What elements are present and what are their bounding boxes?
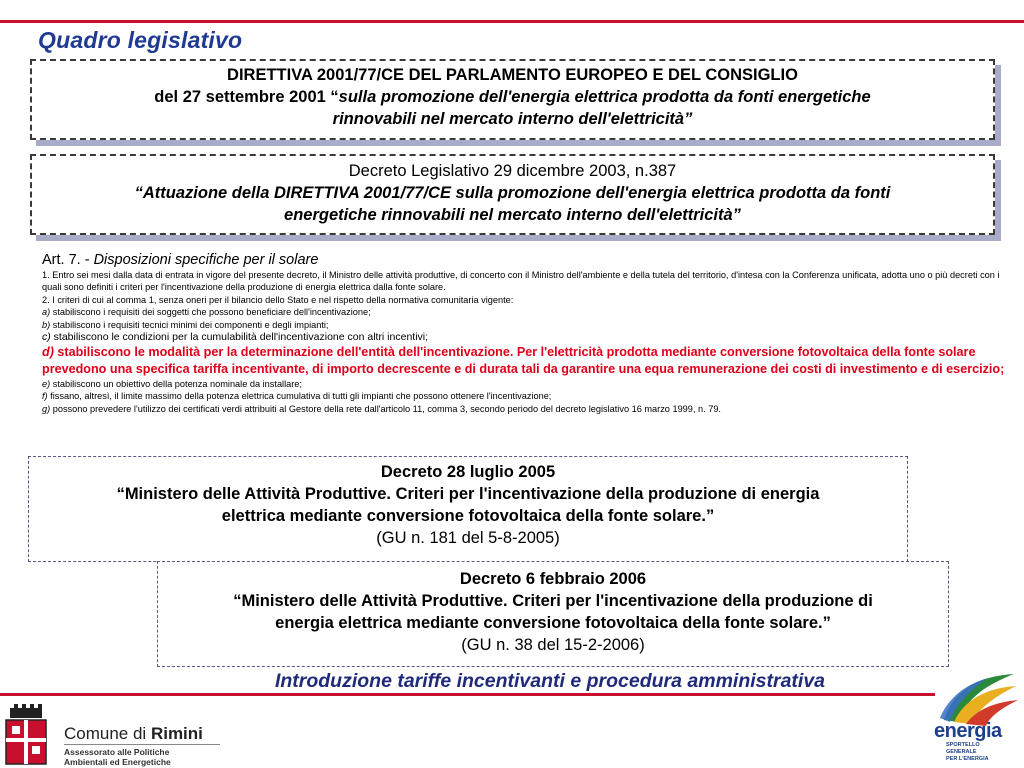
art7-text-block xyxy=(42,251,1017,415)
art7-number: Art. 7. - xyxy=(42,252,94,268)
decreto-febbraio-title: Decreto 6 febbraio 2006 xyxy=(459,570,647,588)
art7-item-g-text: possono prevedere l'utilizzo dei certificati verdi attribuiti al Gestore della rete dall'articolo 11, comma 3, secondo periodo del decreto legislativo 16 marzo 1999, n. 79. xyxy=(50,403,721,414)
art7-item-b-label: b) xyxy=(42,319,51,330)
directive-subtitle xyxy=(32,86,993,108)
directive-topic-part2: rinnovabili nel mercato interno dell'elettricità” xyxy=(332,110,693,128)
directive-topic-part1: sulla promozione dell'energia elettrica prodotta da fonti energetiche xyxy=(338,88,871,106)
decreto-luglio-topic-part2: elettrica mediante conversione fotovoltaica della fonte solare.” xyxy=(221,507,715,525)
bottom-red-rule xyxy=(0,693,935,696)
art7-item-f-text: fissano, altresì, il limite massimo della potenza elettrica cumulativa di tutti gli impianti che possono ottenere l'incentivazione; xyxy=(47,391,552,402)
art7-item-b xyxy=(42,319,1017,331)
decreto-387-topic-part2: energetiche rinnovabili nel mercato interno dell'elettricità” xyxy=(284,206,741,224)
art7-item-a-text: stabiliscono i requisiti dei soggetti che possono beneficiare dell'incentivazione; xyxy=(50,307,371,318)
decreto-luglio-2005-box xyxy=(28,456,908,562)
art7-item-f xyxy=(42,390,1017,402)
decreto-luglio-title: Decreto 28 luglio 2005 xyxy=(380,463,556,481)
art7-item-b-text: stabiliscono i requisiti tecnici minimi dei componenti e degli impianti; xyxy=(50,319,329,330)
art7-heading xyxy=(42,251,1017,269)
art7-item-g xyxy=(42,403,1017,415)
art7-heading-title: Disposizioni specifiche per il solare xyxy=(93,252,319,268)
intro-tariffe-caption: Introduzione tariffe incentivanti e procedura amministrativa xyxy=(274,670,826,692)
page-title: Quadro legislativo xyxy=(38,27,243,53)
top-red-rule xyxy=(0,20,1024,23)
assessorato-label xyxy=(64,747,203,767)
directive-title: DIRETTIVA 2001/77/CE DEL PARLAMENTO EUROPEO E DEL CONSIGLIO xyxy=(227,66,798,84)
art7-comma-2: 2. I criteri di cui al comma 1, senza oneri per il bilancio dello Stato e nel rispetto della normativa comunitaria vigente: xyxy=(42,294,514,305)
energia-sub-line-2: GENERALE xyxy=(946,749,977,755)
art7-item-a xyxy=(42,306,1017,318)
art7-item-d-text: stabiliscono le modalità per la determinazione dell'entità dell'incentivazione. Per l'elettricità prodotta mediante conversione fotovoltaica della fonte solare prevedono una specifica tariffa incentivante, di importo decrescente e di durata tali da garantire una equa remunerazione dei costi di investimento e di esercizio; xyxy=(42,345,1005,377)
energia-sub-line-3: PER L'ENERGIA xyxy=(946,756,989,762)
art7-item-f-label: f) xyxy=(42,391,48,402)
decreto-luglio-gu-reference: (GU n. 181 del 5-8-2005) xyxy=(376,529,560,547)
decreto-febbraio-topic-part1: “Ministero delle Attività Produttive. Criteri per l'incentivazione della produzione di xyxy=(233,592,873,610)
decreto-387-box xyxy=(30,154,995,235)
decreto-febbraio-topic-part2: energia elettrica mediante conversione fotovoltaica della fonte solare.” xyxy=(275,614,831,632)
art7-item-d-label: d) xyxy=(42,345,54,360)
decreto-387-title: Decreto Legislativo 29 dicembre 2003, n.387 xyxy=(348,162,677,180)
directive-date: del 27 settembre 2001 “ xyxy=(154,88,339,106)
art7-item-g-label: g) xyxy=(42,403,51,414)
art7-comma-1: 1. Entro sei mesi dalla data di entrata in vigore del presente decreto, il Ministro delle attività produttive, di concerto con il Ministro dell'ambiente e della tutela del territorio, d'intesa con la Conferenza unificata, adotta uno o più decreti con i quali sono definiti i criteri per l'incentivazione della produzione di energia elettrica dalla fonte solare. xyxy=(42,270,1000,293)
comune-di-rimini-label xyxy=(64,724,203,744)
rimini-brand xyxy=(64,724,203,767)
art7-item-e-text: stabiliscono un obiettivo della potenza nominale da installare; xyxy=(50,379,302,390)
energia-sub-line-1: SPORTELLO xyxy=(946,742,980,748)
art7-item-c-text: stabiliscono le condizioni per la cumulabilità dell'incentivazione con altri incentivi; xyxy=(50,331,429,344)
art7-item-c-label: c) xyxy=(42,331,51,344)
comune-name: Rimini xyxy=(150,724,203,743)
directive-box xyxy=(30,59,995,140)
art7-item-e xyxy=(42,378,1017,390)
assessorato-line-2: Ambientali ed Energetiche xyxy=(64,757,171,767)
decreto-febbraio-2006-box xyxy=(157,561,949,667)
art7-item-c xyxy=(42,331,1017,344)
decreto-febbraio-gu-reference: (GU n. 38 del 15-2-2006) xyxy=(461,636,645,654)
art7-item-d-highlight xyxy=(42,344,1017,378)
comune-prefix: Comune di xyxy=(64,724,151,743)
assessorato-line-1: Assessorato alle Politiche xyxy=(64,747,170,757)
rimini-divider xyxy=(64,744,220,745)
decreto-luglio-topic-part1: “Ministero delle Attività Produttive. Criteri per l'incentivazione della produzione di energia xyxy=(116,485,820,503)
art7-item-e-label: e) xyxy=(42,379,51,390)
energia-subtitle xyxy=(946,742,989,763)
art7-item-a-label: a) xyxy=(42,307,51,318)
decreto-387-topic-part1: “Attuazione della DIRETTIVA 2001/77/CE sulla promozione dell'energia elettrica prodotta da fonti xyxy=(134,184,891,202)
rimini-coat-of-arms-icon xyxy=(4,700,48,766)
energia-wordmark: energia xyxy=(934,720,1002,742)
